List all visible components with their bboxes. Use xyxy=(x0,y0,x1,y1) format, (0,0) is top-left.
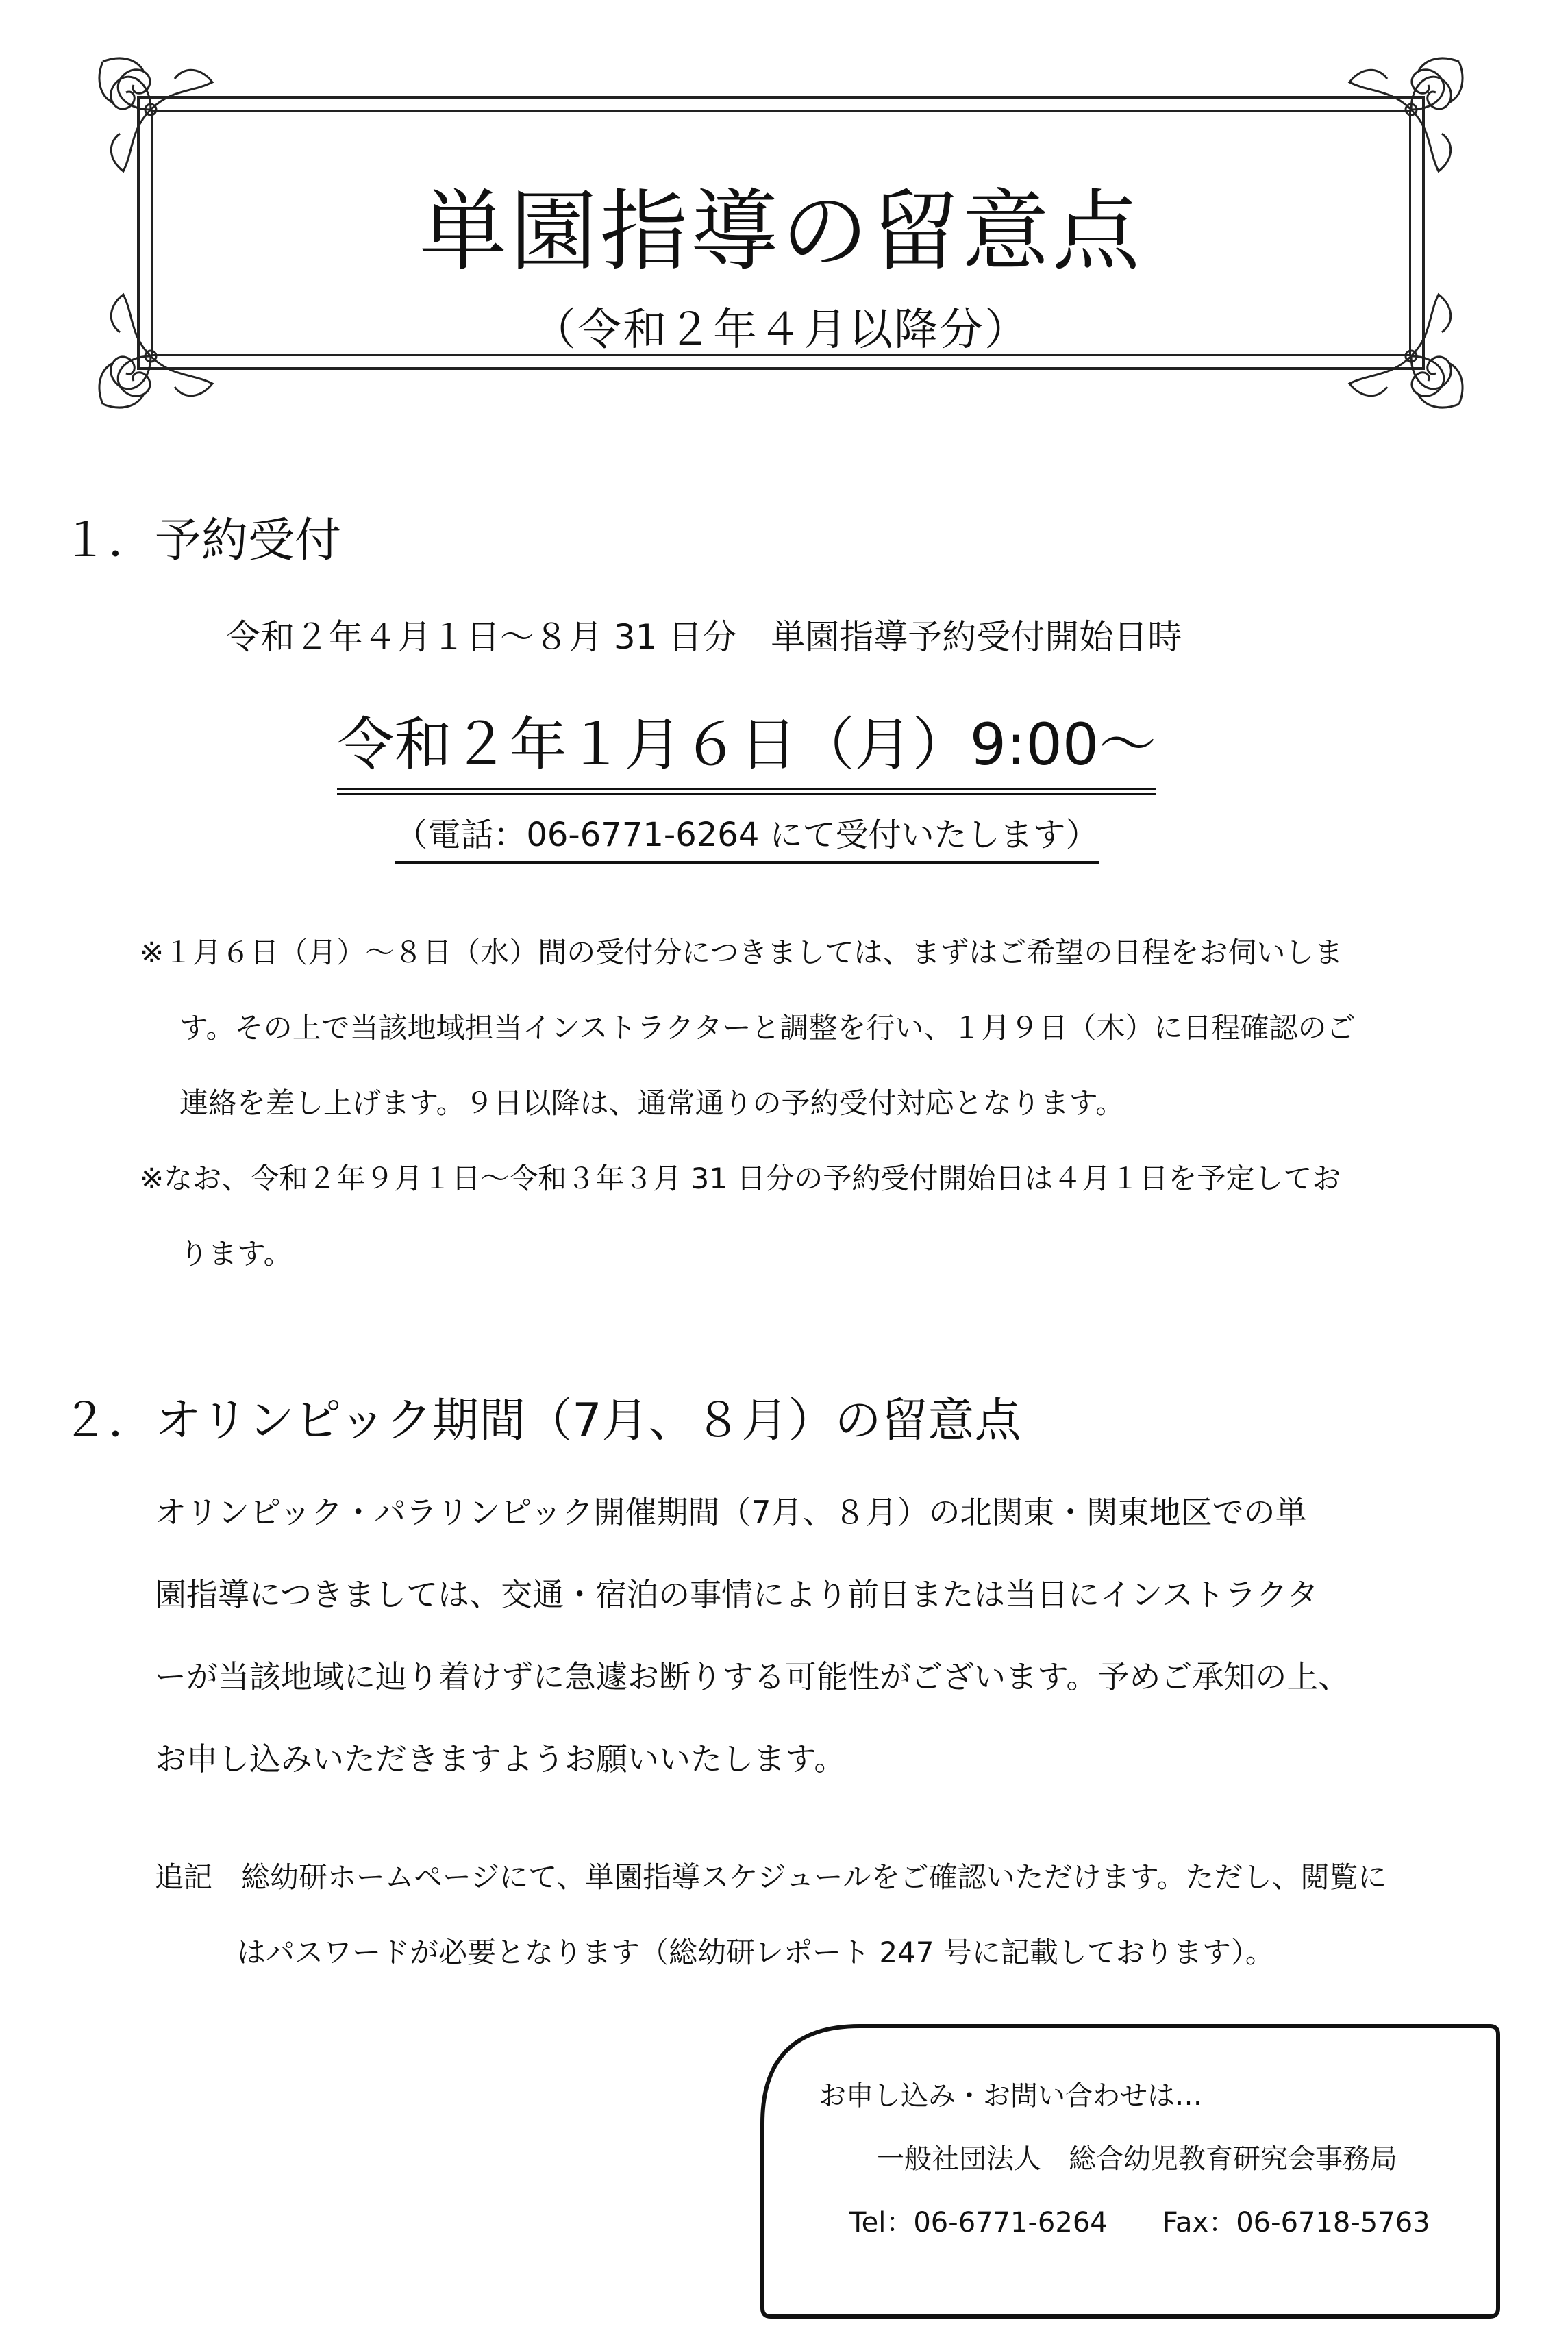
title-frame xyxy=(82,41,1480,425)
note-line: す。その上で当該地域担当インストラクターと調整を行い、１月９日（木）に日程確認のご xyxy=(179,1011,1356,1045)
contact-phone-fax: Tel：06-6771-6264 Fax：06-6718-5763 xyxy=(849,2207,1430,2238)
contact-box xyxy=(757,2021,1504,2322)
section-1-lead: 令和２年４月１日～８月 31 日分 単園指導予約受付開始日時 xyxy=(226,617,1182,657)
section-1-heading: １．予約受付 xyxy=(62,514,342,568)
phone-note-text: （電話：06-6771-6264 にて受付いたします） xyxy=(395,808,1098,864)
note-line: ※１月６日（月）～８日（水）間の受付分につきましては、まずはご希望の日程をお伺いしま xyxy=(140,936,1343,969)
body-line: ーが当該地域に辿り着けずに急遽お断りする可能性がございます。予めご承知の上、 xyxy=(155,1658,1350,1695)
page-subtitle: （令和２年４月以降分） xyxy=(532,305,1030,355)
body-line: オリンピック・パラリンピック開催期間（7月、８月）の北関東・関東地区での単 xyxy=(155,1494,1307,1531)
note-line: ※なお、令和２年９月１日～令和３年３月 31 日分の予約受付開始日は４月１日を予定してお xyxy=(140,1162,1341,1195)
body-line: お申し込みいただきますようお願いいたします。 xyxy=(155,1740,846,1777)
postscript-line: はパスワードが必要となります（総幼研レポート 247 号に記載しております）。 xyxy=(237,1936,1274,1969)
page-title: 単園指導の留意点 xyxy=(419,181,1143,283)
section-2-heading: ２．オリンピック期間（7月、８月）の留意点 xyxy=(62,1394,1021,1448)
start-datetime-text: 令和２年１月６日（月）9:00～ xyxy=(337,699,1157,795)
note-line: 連絡を差し上げます。９日以降は、通常通りの予約受付対応となります。 xyxy=(179,1086,1125,1120)
postscript-line: 追記 総幼研ホームページにて、単園指導スケジュールをご確認いただけます。ただし、閲覧に xyxy=(155,1860,1387,1894)
contact-organization: 一般社団法人 総合幼児教育研究会事務局 xyxy=(877,2143,1397,2175)
phone-note xyxy=(0,808,1493,864)
note-line: ります。 xyxy=(179,1237,293,1271)
contact-intro: お申し込み・お問い合わせは… xyxy=(819,2080,1202,2112)
reservation-start-datetime xyxy=(0,699,1493,795)
body-line: 園指導につきましては、交通・宿泊の事情により前日または当日にインストラクタ xyxy=(155,1576,1319,1613)
